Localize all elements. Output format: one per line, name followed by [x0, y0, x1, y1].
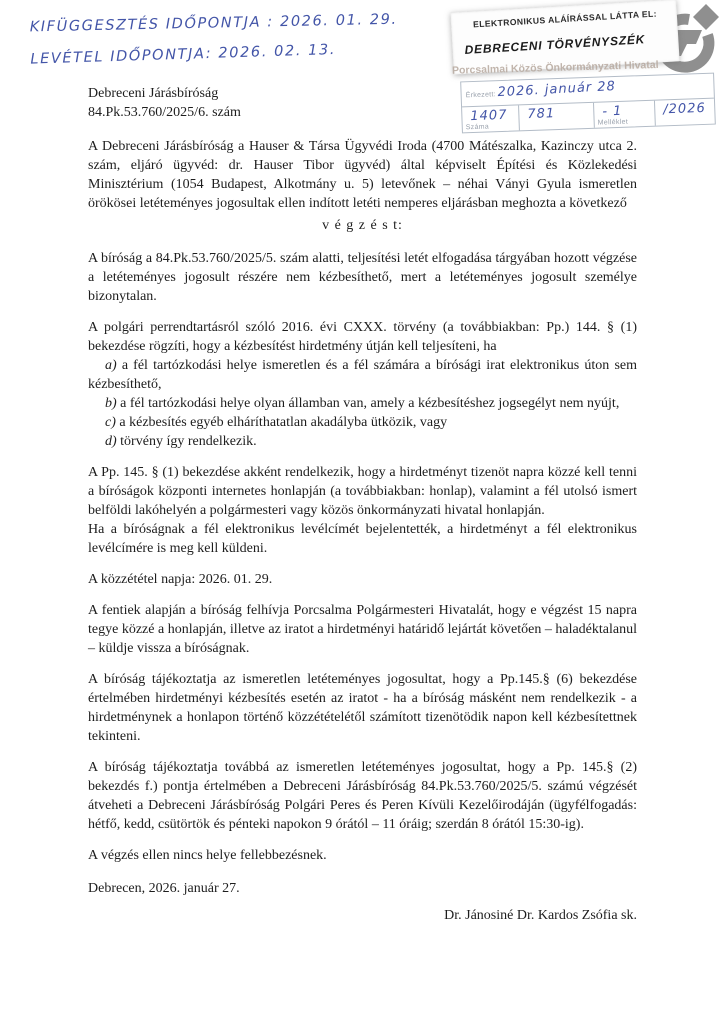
list-item-c-text: a kézbesítés egyéb elháríthatatlan akadályba ütközik, vagy [115, 415, 448, 430]
list-item-d [88, 432, 637, 451]
dateline: Debrecen, 2026. január 27. [88, 881, 240, 896]
number-label: Száma [465, 123, 490, 132]
year-cell [654, 99, 715, 126]
attachment-label: Melléklet [597, 118, 629, 127]
esign-stamp-court-name: DEBRECENI TÖRVÉNYSZÉK [464, 32, 646, 57]
municipal-office-stamp-text: Porcsalmai Közös Önkormányzati Hivatal [451, 58, 659, 77]
list-item-b-text: a fél tartózkodási helye olyan államban van, amely a kézbesítéshez jogsegélyt nem nyújt, [116, 396, 620, 411]
handwritten-annotation [29, 4, 450, 73]
list-item-a [88, 356, 637, 394]
case-number: 84.Pk.53.760/2025/6. szám [88, 105, 241, 120]
paragraph-pp145: A Pp. 145. § (1) bekezdése akként rendelkezik, hogy a hirdetményt tizenöt napra közzé kell tenni a bíróságok központi internetes honlapján (a továbbiakban: honlap), valamint a fél utolsó ismert belföldi lakóhelyén a polgármesteri vagy közös önkormányzati hivatal honlapján. [88, 465, 637, 518]
judge-signature: Dr. Jánosiné Dr. Kardos Zsófia sk. [444, 908, 637, 923]
paragraph-pp144: A polgári perrendtartásról szóló 2016. évi CXXX. törvény (a továbbiakban: Pp.) 144. § (1) bekezdése rögzíti, hogy a kézbesítést hirdetmény útján kell teljesíteni, ha [88, 320, 637, 354]
list-item-d-marker: d) [105, 434, 117, 449]
esign-stamp-caption: ELEKTRONIKUS ALÁÍRÁSSAL LÁTTA EL: [472, 8, 658, 30]
year-handwritten: /2026 [663, 100, 706, 118]
paragraph-email-service: Ha a bíróságnak a fél elektronikus levélcímét bejelentették, a hirdetményt a fél elektronikus levélcímére is meg kell küldeni. [88, 522, 637, 556]
posting-date-note: KIFÜGGESZTÉS IDŐPONTJA : 2026. 01. 29. [29, 11, 398, 36]
list-item-c-marker: c) [105, 415, 116, 430]
statute-conditions-list [88, 356, 637, 451]
list-item-a-text: a fél tartózkodási helye ismeretlen és a fél számára a bírósági irat elektronikus úton sem kézbesíthető, [88, 358, 637, 392]
received-date-handwritten: 2026. január 28 [497, 78, 617, 101]
removal-date-note: LEVÉTEL IDŐPONTJA: 2026. 02. 13. [30, 41, 337, 68]
intro-paragraph: A Debreceni Járásbíróság a Hauser & Társa Ügyvédi Iroda (4700 Mátészalka, Kazinczy utca 2. szám, eljáró ügyvéd: dr. Hauser Tibor ügyvéd) által képviselt Építési és Közlekedési Minisztérium (1054 Budapest, Alkotmány u. 5) letevőnek – néhai Ványi Gyula ismeretlen örökösei letéteményes jogosultak ellen indított letéti nemperes eljárásban meghozta a következő [88, 139, 637, 211]
list-item-b-marker: b) [105, 396, 117, 411]
attachment-handwritten: - 1 [602, 103, 623, 120]
list-item-d-text: törvény így rendelkezik. [116, 434, 257, 449]
received-label: Érkezett: [465, 91, 497, 100]
registry-number-handwritten: 1407 [470, 107, 508, 125]
paragraph-no-appeal: A végzés ellen nincs helye fellebbezésnek. [88, 848, 327, 863]
paragraph-undeliverable: A bíróság a 84.Pk.53.760/2025/5. szám alatti, teljesítési letét elfogadása tárgyában hozott végzése a letéteményes jogosult részére nem kézbesíthető, mert a letéteményes jogosult személye bizonytalan. [88, 251, 637, 304]
issuing-court-name: Debreceni Járásbíróság [88, 86, 219, 101]
paragraph-info-deemed-served: A bíróság tájékoztatja az ismeretlen letéteményes jogosultat, hogy a Pp.145.§ (6) bekezdése értelmében hirdetményi kézbesítés esetén az iratot - ha a bíróság másként nem rendelkezik - a hirdetménynek a honlapon történő közzétételétől számított tizenötödik napon kell kézbesítettnek tekinteni. [88, 672, 637, 744]
paragraph-callup: A fentiek alapján a bíróság felhívja Porcsalma Polgármesteri Hivatalát, hogy e végzést 15 napra tegye közzé a honlapján, illetve az iratot a hirdetményi határidő lejártát követően – haladéktalanul – küldje vissza a bíróságnak. [88, 603, 637, 656]
paragraph-info-pickup: A bíróság tájékoztatja továbbá az ismeretlen letéteményes jogosultat, hogy a Pp. 145.§ (2) bekezdés f.) pontja értelmében a Debreceni Járásbíróság 84.Pk.53.760/2025/5. számú végzését átveheti a Debreceni Járásbíróság Polgári Peres és Peren Kívüli Kezelőirodáján (ügyfélfogadás: hétfő, kedd, csütörtök és pénteki napokon 9 órától – 11 óráig; szerdán 8 órától 15:30-ig). [88, 760, 637, 832]
case-serial-handwritten: 781 [527, 106, 556, 123]
decision-heading: v é g z é s t: [322, 218, 403, 233]
paragraph-publication-date: A közzététel napja: 2026. 01. 29. [88, 572, 273, 587]
document-body [88, 84, 637, 925]
list-item-c [88, 413, 637, 432]
list-item-a-marker: a) [105, 358, 117, 373]
list-item-b [88, 394, 637, 413]
